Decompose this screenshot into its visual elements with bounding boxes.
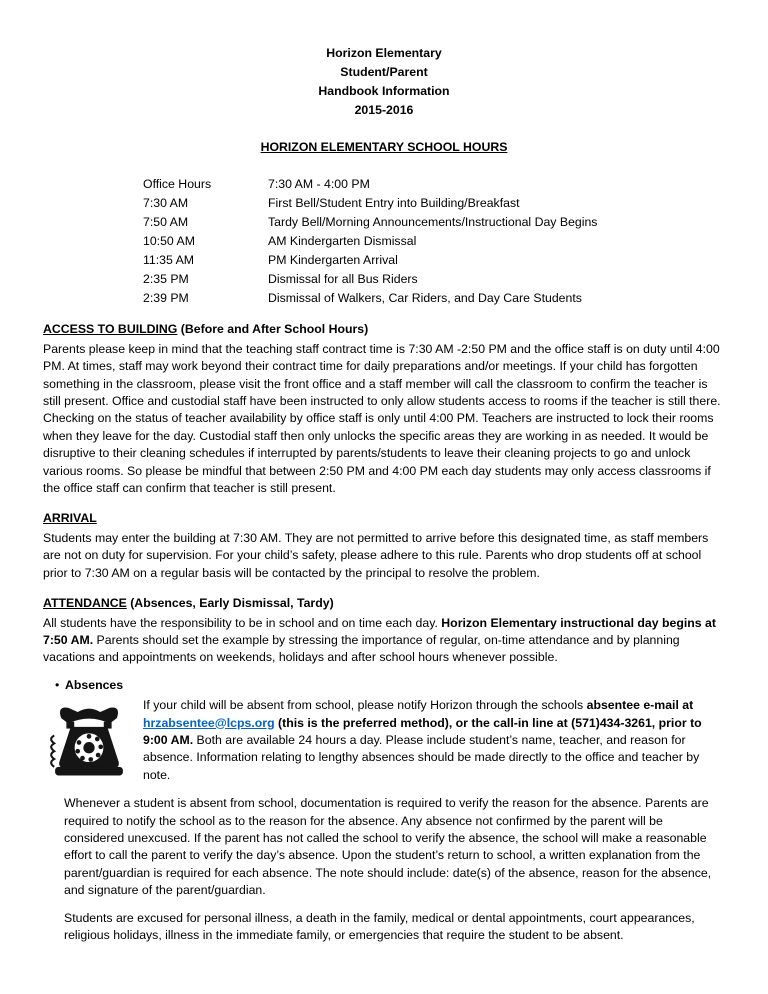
hours-time: 7:30 AM [143, 196, 189, 211]
rotary-phone-icon [45, 699, 133, 779]
absences-paragraph-1 [143, 697, 725, 784]
hours-desc: Dismissal of Walkers, Car Riders, and Day Care Students [268, 291, 582, 306]
hours-time: 7:50 AM [143, 215, 189, 230]
hours-desc: 7:30 AM - 4:00 PM [268, 177, 370, 192]
hours-time: 10:50 AM [143, 234, 195, 249]
text-run: All students have the responsibility to be in school and on time each day. [43, 615, 442, 630]
hours-row [143, 270, 725, 289]
attendance-heading [43, 595, 725, 612]
attendance-heading-title: ATTENDANCE [43, 596, 127, 611]
access-heading-suffix: (Before and After School Hours) [177, 322, 369, 337]
absences-bullet-item [55, 677, 725, 694]
text-run-bold: Horizon Elementary instructional day begins at 7:50 AM. [43, 615, 716, 647]
hours-desc: PM Kindergarten Arrival [268, 253, 398, 268]
access-paragraph: Parents please keep in mind that the teaching staff contract time is 7:30 AM -2:50 PM and the office staff is on duty until 4:00 PM. At times, staff may work beyond their contract time for daily preparations and/or meetings. If your child has forgotten something in the classroom, please visit the front office and a staff member will call the classroom to confirm the teacher is still present. Office and custodial staff have been instructed to only allow students access to rooms if the teacher is still there. Checking on the status of teacher availability by office staff is only until 4:00 PM. Teachers are instructed to lock their rooms when they leave for the day. Custodial staff then only unlocks the specific areas they are working in as needed. It would be disruptive to their cleaning schedules if interrupted by parents/students to leave their cleaning projects to go and unlock various rooms. So please be mindful that between 2:50 PM and 4:00 PM each day students may only access classrooms if the office staff can confirm that teacher is still present. [43, 341, 721, 496]
hours-time: 11:35 AM [143, 253, 195, 268]
text-run: Parents should set the example by stressing the importance of regular, on-time attendance and by planning vacations and appointments on weekends, holidays and after school hours whenever possible. [43, 632, 680, 665]
attendance-heading-suffix: (Absences, Early Dismissal, Tardy) [126, 596, 334, 611]
hours-desc: AM Kindergarten Dismissal [268, 234, 417, 249]
school-hours-table [143, 175, 725, 308]
arrival-heading [43, 510, 725, 527]
hours-row [143, 289, 725, 308]
hours-desc: Dismissal for all Bus Riders [268, 272, 418, 287]
school-hours-heading: HORIZON ELEMENTARY SCHOOL HOURS [260, 140, 508, 154]
doc-title-line-3: Handbook Information [318, 84, 450, 98]
attendance-intro [43, 615, 725, 667]
access-heading-title: ACCESS TO BUILDING [43, 322, 178, 337]
doc-title-line-1: Horizon Elementary [326, 46, 442, 60]
absentee-email-link[interactable]: hrzabsentee@lcps.org [143, 715, 275, 730]
hours-row [143, 194, 725, 213]
absences-paragraph-3: Students are excused for personal illness, a death in the family, medical or dental appointments, court appearances, religious holidays, illness in the immediate family, or emergencies that require the student to be absent. [64, 910, 695, 942]
hours-row [143, 232, 725, 251]
hours-time: Office Hours [143, 177, 212, 192]
text-run-bold: absentee e-mail at [586, 698, 694, 713]
arrival-heading-title: ARRIVAL [43, 511, 97, 526]
hours-time: 2:35 PM [143, 272, 189, 287]
hours-row [143, 213, 725, 232]
bullet-icon: • [55, 677, 60, 692]
hours-time: 2:39 PM [143, 291, 189, 306]
hours-desc: Tardy Bell/Morning Announcements/Instructional Day Begins [268, 215, 598, 230]
doc-title-line-4: 2015-2016 [354, 103, 414, 117]
absences-label: Absences [65, 677, 124, 692]
absences-notify-block [43, 697, 725, 785]
hours-desc: First Bell/Student Entry into Building/Breakfast [268, 196, 520, 211]
doc-header [43, 44, 725, 120]
text-run: Both are available 24 hours a day. Please include student’s name, teacher, and reason for absence. Information relating to lengthy absences should be made directly to the office and teacher by note. [143, 732, 700, 782]
text-run-bold: (this is the preferred method), or the call-in line at (571)434-3261, prior to 9:00 AM. [143, 715, 702, 747]
text-run: If your child will be absent from school, please notify Horizon through the schools [143, 698, 587, 713]
doc-title-line-2: Student/Parent [340, 65, 428, 79]
hours-row [143, 251, 725, 270]
arrival-paragraph: Students may enter the building at 7:30 AM. They are not permitted to arrive before this designated time, as staff members are not on duty for supervision. For your child’s safety, please adhere to this rule. Parents who drop students off at school prior to 7:30 AM on a regular basis will be contacted by the principal to resolve the problem. [43, 530, 709, 580]
absences-paragraph-2: Whenever a student is absent from school, documentation is required to verify the reason for the absence. Parents are required to notify the school as to the reason for the absence. Any absence not confirmed by the parent will be considered unexcused. If the parent has not called the school to verify the absence, the school will make a reasonable effort to call the parent to verify the day’s absence. Upon the student’s return to school, a written explanation from the parent/guardian is required for each absence. The note should include: date(s) of the absence, reason for the absence, and signature of the parent/guardian. [64, 796, 712, 898]
access-heading [43, 321, 725, 338]
hours-row [143, 175, 725, 194]
